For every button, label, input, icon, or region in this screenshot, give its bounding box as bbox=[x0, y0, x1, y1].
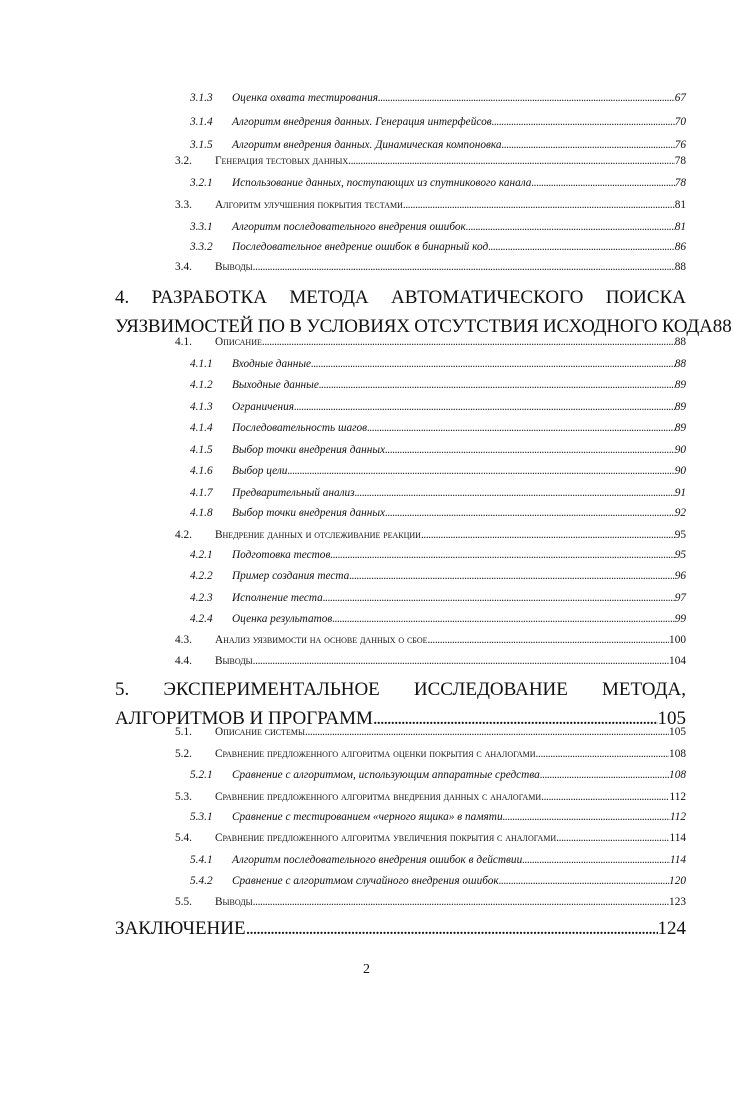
entry-number: 4.4. bbox=[175, 655, 192, 667]
entry-page: 105 bbox=[657, 708, 686, 729]
toc-subsection-entry[interactable] bbox=[0, 875, 733, 887]
chapter-title-word: ЭКСПЕРИМЕНТАЛЬНОЕ bbox=[163, 679, 380, 700]
chapter-title-word: ПОИСКА bbox=[605, 287, 686, 308]
dot-leader bbox=[522, 854, 670, 866]
dot-leader bbox=[378, 92, 675, 104]
entry-number: 4.2.2 bbox=[190, 570, 213, 582]
entry-number: 3.3. bbox=[175, 199, 192, 211]
entry-number: 4.1.5 bbox=[190, 444, 213, 456]
entry-title: Алгоритм последовательного внедрения ошибок bbox=[232, 221, 466, 233]
entry-number: 3.3.1 bbox=[190, 221, 213, 233]
entry-number: 5.3. bbox=[175, 791, 192, 803]
entry-number: 4.1.6 bbox=[190, 465, 213, 477]
toc-section-entry[interactable] bbox=[0, 791, 733, 803]
entry-page: 91 bbox=[674, 487, 686, 499]
entry-page: 123 bbox=[669, 896, 686, 908]
toc-section-entry[interactable] bbox=[0, 155, 733, 167]
dot-leader bbox=[556, 832, 669, 844]
entry-number: 4.1.1 bbox=[190, 358, 213, 370]
toc-section-entry[interactable] bbox=[0, 748, 733, 760]
entry-page: 78 bbox=[674, 155, 686, 167]
dot-leader bbox=[466, 221, 675, 233]
entry-number: 4.2. bbox=[175, 529, 192, 541]
entry-page: 90 bbox=[674, 465, 686, 477]
entry-page: 99 bbox=[674, 613, 686, 625]
entry-title: Исполнение теста bbox=[232, 592, 323, 604]
entry-page: 104 bbox=[669, 655, 686, 667]
entry-page: 89 bbox=[674, 379, 686, 391]
toc-subsection-entry[interactable] bbox=[0, 358, 733, 370]
entry-number: 4.3. bbox=[175, 634, 192, 646]
entry-title: Входные данные bbox=[232, 358, 312, 370]
entry-page: 108 bbox=[669, 748, 686, 760]
dot-leader bbox=[421, 529, 675, 541]
entry-page: 70 bbox=[674, 116, 686, 128]
entry-number: 3.4. bbox=[175, 261, 192, 273]
toc-subsection-entry[interactable] bbox=[0, 221, 733, 233]
entry-title: Оценка охвата тестирования bbox=[232, 92, 378, 104]
entry-title: Алгоритм внедрения данных. Динамическая компоновка bbox=[232, 139, 502, 151]
chapter-title-line2: АЛГОРИТМОВ И ПРОГРАММ bbox=[115, 708, 373, 729]
entry-number: 5.2. bbox=[175, 748, 192, 760]
dot-leader bbox=[253, 655, 669, 667]
entry-number: 5.3.1 bbox=[190, 811, 213, 823]
entry-page: 92 bbox=[674, 507, 686, 519]
entry-title: Выводы bbox=[215, 655, 253, 667]
toc-subsection-entry[interactable] bbox=[0, 854, 733, 866]
chapter-title-line2: УЯЗВИМОСТЕЙ ПО В УСЛОВИЯХ ОТСУТСТВИЯ ИСХОДНОГО КОДА bbox=[115, 316, 713, 337]
entry-number: 5.4.2 bbox=[190, 875, 213, 887]
entry-title: Предварительный анализ bbox=[232, 487, 355, 499]
dot-leader bbox=[385, 444, 675, 456]
dot-leader bbox=[319, 379, 675, 391]
entry-title: Генерация тестовых данных bbox=[215, 155, 349, 167]
entry-number: 4.1.8 bbox=[190, 507, 213, 519]
entry-page: 88 bbox=[674, 358, 686, 370]
toc-section-entry[interactable] bbox=[0, 896, 733, 908]
entry-title: Последовательность шагов bbox=[232, 422, 368, 434]
entry-page: 89 bbox=[674, 422, 686, 434]
dot-leader bbox=[262, 336, 675, 348]
entry-page: 88 bbox=[674, 261, 686, 273]
dot-leader bbox=[323, 592, 675, 604]
toc-subsection-entry[interactable] bbox=[0, 422, 733, 434]
entry-number: 5.5. bbox=[175, 896, 192, 908]
entry-page: 81 bbox=[674, 199, 686, 211]
entry-number: 5.1. bbox=[175, 726, 192, 738]
entry-title: Выводы bbox=[215, 896, 253, 908]
dot-leader bbox=[287, 465, 674, 477]
entry-number: 4.1.2 bbox=[190, 379, 213, 391]
entry-page: 76 bbox=[674, 139, 686, 151]
dot-leader bbox=[367, 422, 675, 434]
entry-page: 89 bbox=[674, 401, 686, 413]
entry-title: Алгоритм последовательного внедрения ошибок в действии bbox=[232, 854, 523, 866]
toc-subsection-entry[interactable] bbox=[0, 811, 733, 823]
entry-page: 86 bbox=[674, 241, 686, 253]
entry-number: 4.1. bbox=[175, 336, 192, 348]
chapter-title-word: МЕТОДА, bbox=[601, 679, 686, 700]
entry-title: ЗАКЛЮЧЕНИЕ bbox=[115, 918, 246, 939]
dot-leader bbox=[492, 116, 675, 128]
entry-page: 97 bbox=[674, 592, 686, 604]
toc-section-entry[interactable] bbox=[0, 726, 733, 738]
toc-chapter-entry[interactable] bbox=[0, 316, 733, 338]
entry-title: Последовательное внедрение ошибок в бинарный код bbox=[232, 241, 489, 253]
toc-subsection-entry[interactable] bbox=[0, 613, 733, 625]
dot-leader bbox=[536, 748, 670, 760]
toc-subsection-entry[interactable] bbox=[0, 465, 733, 477]
entry-number: 4.2.3 bbox=[190, 592, 213, 604]
entry-page: 78 bbox=[674, 177, 686, 189]
chapter-title-word: МЕТОДА bbox=[289, 287, 369, 308]
entry-title: Внедрение данных и отслеживание реакции bbox=[215, 529, 421, 541]
dot-leader bbox=[311, 358, 675, 370]
entry-page: 114 bbox=[669, 854, 686, 866]
dot-leader bbox=[330, 549, 674, 561]
entry-page: 81 bbox=[674, 221, 686, 233]
toc-subsection-entry[interactable] bbox=[0, 379, 733, 391]
dot-leader bbox=[531, 177, 674, 189]
dot-leader bbox=[385, 507, 675, 519]
entry-number: 4.2.1 bbox=[190, 549, 213, 561]
chapter-title-word: АВТОМАТИЧЕСКОГО bbox=[391, 287, 584, 308]
toc-section-entry[interactable] bbox=[0, 832, 733, 844]
entry-number: 5.4.1 bbox=[190, 854, 213, 866]
dot-leader bbox=[503, 811, 670, 823]
entry-number: 4.2.4 bbox=[190, 613, 213, 625]
entry-title: Выбор точки внедрения данных bbox=[232, 444, 386, 456]
entry-page: 67 bbox=[674, 92, 686, 104]
toc-subsection-entry[interactable] bbox=[0, 177, 733, 189]
entry-page: 100 bbox=[669, 634, 686, 646]
entry-title: Подготовка тестов bbox=[232, 549, 331, 561]
toc-subsection-entry[interactable] bbox=[0, 592, 733, 604]
entry-page: 88 bbox=[674, 336, 686, 348]
toc-subsection-entry[interactable] bbox=[0, 549, 733, 561]
dot-leader bbox=[502, 139, 675, 151]
entry-title: Выходные данные bbox=[232, 379, 319, 391]
dot-leader bbox=[332, 613, 674, 625]
entry-page: 105 bbox=[669, 726, 686, 738]
entry-title: Ограничения bbox=[232, 401, 295, 413]
dot-leader bbox=[541, 791, 669, 803]
toc-subsection-entry[interactable] bbox=[0, 487, 733, 499]
toc-chapter-title-line1 bbox=[115, 287, 686, 309]
toc-subsection-entry[interactable] bbox=[0, 92, 733, 104]
entry-title: Оценка результатов bbox=[232, 613, 333, 625]
toc-section-entry[interactable] bbox=[0, 634, 733, 646]
toc-subsection-entry[interactable] bbox=[0, 570, 733, 582]
toc-conclusion-entry[interactable] bbox=[0, 918, 733, 940]
chapter-title-word: 5. bbox=[115, 679, 130, 700]
toc-section-entry[interactable] bbox=[0, 336, 733, 348]
dot-leader bbox=[499, 875, 669, 887]
toc-subsection-entry[interactable] bbox=[0, 116, 733, 128]
entry-page: 95 bbox=[674, 529, 686, 541]
entry-number: 4.1.4 bbox=[190, 422, 213, 434]
entry-title: Сравнение предложенного алгоритма оценки покрытия с аналогами bbox=[215, 748, 536, 760]
toc-subsection-entry[interactable] bbox=[0, 444, 733, 456]
entry-number: 3.1.3 bbox=[190, 92, 213, 104]
entry-page: 124 bbox=[657, 918, 686, 939]
entry-title: Описание системы bbox=[215, 726, 306, 738]
entry-number: 4.1.3 bbox=[190, 401, 213, 413]
toc-section-entry[interactable] bbox=[0, 261, 733, 273]
entry-page: 95 bbox=[674, 549, 686, 561]
dot-leader bbox=[540, 769, 669, 781]
dot-leader bbox=[348, 155, 675, 167]
entry-number: 3.3.2 bbox=[190, 241, 213, 253]
entry-page: 96 bbox=[674, 570, 686, 582]
entry-title: Пример создания теста bbox=[232, 570, 350, 582]
page-number: 2 bbox=[363, 962, 370, 977]
toc-section-entry[interactable] bbox=[0, 655, 733, 667]
entry-title: Сравнение с алгоритмом, использующим аппаратные средства bbox=[232, 769, 540, 781]
entry-title: Выбор цели bbox=[232, 465, 288, 477]
dot-leader bbox=[253, 896, 669, 908]
dot-leader bbox=[294, 401, 675, 413]
entry-page: 114 bbox=[669, 832, 686, 844]
entry-title: Использование данных, поступающих из спутникового канала bbox=[232, 177, 532, 189]
dot-leader bbox=[488, 241, 674, 253]
toc-section-entry[interactable] bbox=[0, 199, 733, 211]
entry-page: 120 bbox=[669, 875, 686, 887]
dot-leader bbox=[427, 634, 669, 646]
entry-number: 3.2. bbox=[175, 155, 192, 167]
entry-title: Описание bbox=[215, 336, 262, 348]
entry-title: Алгоритм улучшения покрытия тестами bbox=[215, 199, 403, 211]
entry-number: 3.2.1 bbox=[190, 177, 213, 189]
entry-title: Сравнение с тестированием «черного ящика» в памяти bbox=[232, 811, 503, 823]
entry-number: 5.2.1 bbox=[190, 769, 213, 781]
entry-number: 3.1.4 bbox=[190, 116, 213, 128]
entry-number: 5.4. bbox=[175, 832, 192, 844]
dot-leader bbox=[403, 199, 675, 211]
toc-subsection-entry[interactable] bbox=[0, 139, 733, 151]
entry-title: Выводы bbox=[215, 261, 253, 273]
entry-title: Сравнение предложенного алгоритма увеличения покрытия с аналогами bbox=[215, 832, 557, 844]
dot-leader bbox=[349, 570, 674, 582]
toc-subsection-entry[interactable] bbox=[0, 241, 733, 253]
entry-title: Сравнение предложенного алгоритма внедрения данных с аналогами bbox=[215, 791, 542, 803]
toc-subsection-entry[interactable] bbox=[0, 401, 733, 413]
entry-number: 3.1.5 bbox=[190, 139, 213, 151]
entry-number: 4.1.7 bbox=[190, 487, 213, 499]
entry-title: Алгоритм внедрения данных. Генерация интерфейсов bbox=[232, 116, 492, 128]
dot-leader bbox=[305, 726, 669, 738]
entry-page: 90 bbox=[674, 444, 686, 456]
entry-page: 108 bbox=[669, 769, 686, 781]
dot-leader bbox=[253, 261, 675, 273]
chapter-title-word: 4. bbox=[115, 287, 130, 308]
entry-page: 88 bbox=[712, 316, 732, 337]
dot-leader bbox=[355, 487, 675, 499]
toc-subsection-entry[interactable] bbox=[0, 507, 733, 519]
entry-page: 112 bbox=[669, 791, 686, 803]
entry-title: Анализ уязвимости на основе данных о сбое bbox=[215, 634, 428, 646]
toc-subsection-entry[interactable] bbox=[0, 769, 733, 781]
toc-chapter-title-line1 bbox=[115, 679, 686, 701]
entry-page: 112 bbox=[669, 811, 686, 823]
chapter-title-word: РАЗРАБОТКА bbox=[151, 287, 267, 308]
entry-title: Сравнение с алгоритмом случайного внедрения ошибок bbox=[232, 875, 499, 887]
entry-title: Выбор точки внедрения данных bbox=[232, 507, 386, 519]
toc-section-entry[interactable] bbox=[0, 529, 733, 541]
dot-leader bbox=[246, 918, 658, 940]
chapter-title-word: ИССЛЕДОВАНИЕ bbox=[413, 679, 568, 700]
